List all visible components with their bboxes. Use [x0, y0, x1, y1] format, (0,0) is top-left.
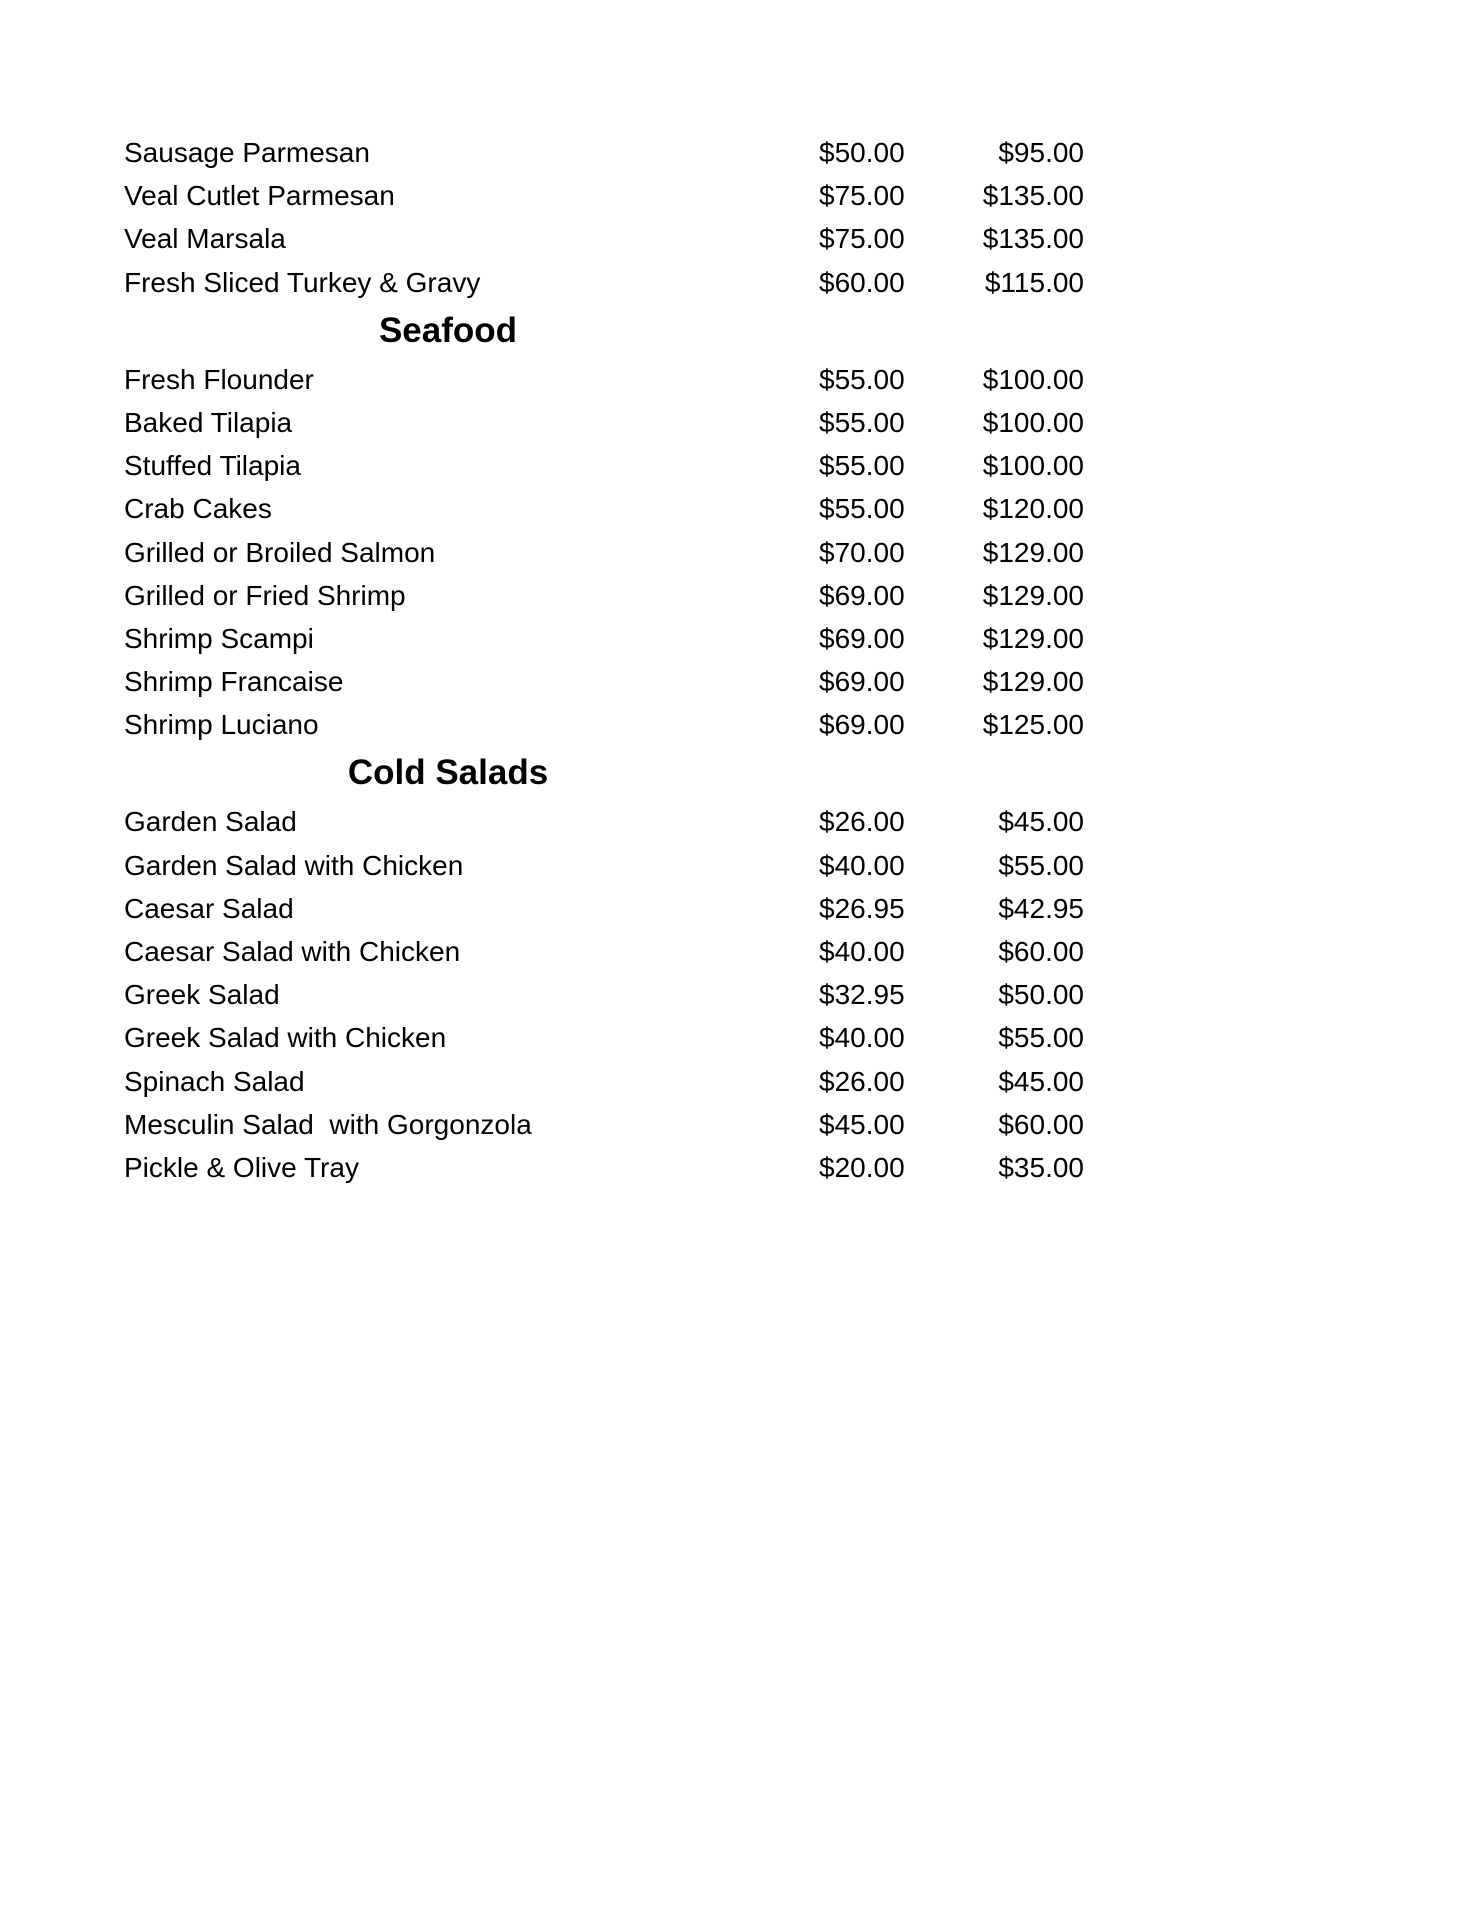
- menu-item-price-full: $60.00: [998, 1108, 1084, 1140]
- menu-item-price-full: $135.00: [982, 223, 1084, 255]
- menu-item-price-half: $55.00: [819, 363, 905, 395]
- menu-item-price-full: $120.00: [982, 493, 1084, 525]
- menu-item-row: [124, 574, 1084, 617]
- menu-item-price-full: $45.00: [998, 1065, 1084, 1097]
- menu-item-price-full: $60.00: [998, 936, 1084, 967]
- menu-item-name: Mesculin Salad with Gorgonzola: [124, 1108, 532, 1140]
- menu-item-row: [124, 444, 1084, 487]
- menu-item-price-half: $55.00: [819, 450, 905, 482]
- menu-item-name: Shrimp Francaise: [124, 666, 344, 698]
- menu-item-price-full: $50.00: [998, 979, 1084, 1011]
- section-heading: [124, 746, 1084, 800]
- menu-item-price-half: $26.00: [819, 806, 905, 838]
- menu-item-name: Baked Tilapia: [124, 406, 293, 438]
- menu-item-price-full: $55.00: [998, 1022, 1084, 1054]
- menu-item-row: [124, 131, 1084, 174]
- menu-item-row: [124, 887, 1084, 930]
- menu-item-row: [124, 1016, 1084, 1059]
- menu-item-name: Stuffed Tilapia: [124, 450, 301, 482]
- menu-item-price-full: $95.00: [998, 137, 1084, 168]
- menu-item-price-half: $45.00: [819, 1108, 905, 1140]
- menu-item-price-half: $69.00: [819, 622, 905, 654]
- menu-item-price-full: $129.00: [982, 666, 1084, 698]
- menu-item-row: [124, 174, 1084, 217]
- menu-item-price-half: $50.00: [819, 137, 905, 168]
- menu-item-row: [124, 531, 1084, 574]
- menu-item-price-full: $129.00: [982, 622, 1084, 654]
- menu-item-name: Greek Salad: [124, 979, 280, 1011]
- menu-item-price-full: $115.00: [984, 266, 1084, 298]
- section-heading-text: Seafood: [378, 310, 518, 350]
- menu-item-name: Veal Cutlet Parmesan: [124, 180, 395, 212]
- menu-item-price-half: $40.00: [819, 849, 905, 881]
- menu-item-row: [124, 800, 1084, 843]
- menu-item-price-half: $26.00: [819, 1065, 905, 1097]
- menu-item-row: [124, 1146, 1084, 1189]
- menu-item-name: Fresh Flounder: [124, 363, 314, 395]
- menu-item-row: [124, 1103, 1084, 1146]
- menu-item-name: Grilled or Fried Shrimp: [124, 579, 406, 611]
- menu-item-name: Caesar Salad: [124, 892, 294, 924]
- menu-item-price-half: $60.00: [819, 266, 905, 298]
- menu-item-price-half: $32.95: [819, 979, 905, 1011]
- menu-item-price-full: $35.00: [998, 1151, 1084, 1183]
- menu-item-price-full: $100.00: [982, 363, 1084, 395]
- menu-item-price-half: $69.00: [819, 666, 905, 698]
- menu-item-name: Caesar Salad with Chicken: [124, 936, 461, 967]
- menu-item-price-half: $40.00: [819, 936, 905, 967]
- menu-item-price-half: $70.00: [819, 536, 905, 568]
- menu-item-row: [124, 703, 1084, 746]
- menu-item-name: Sausage Parmesan: [124, 137, 370, 168]
- menu-item-name: Crab Cakes: [124, 493, 272, 525]
- menu-item-price-half: $75.00: [819, 223, 905, 255]
- menu-item-price-half: $69.00: [819, 579, 905, 611]
- menu-item-row: [124, 973, 1084, 1016]
- menu-item-name: Garden Salad with Chicken: [124, 849, 464, 881]
- menu-item-name: Shrimp Luciano: [124, 709, 319, 741]
- menu-item-price-half: $69.00: [819, 709, 905, 741]
- menu-item-row: [124, 401, 1084, 444]
- menu-item-price-half: $40.00: [819, 1022, 905, 1054]
- menu-item-name: Fresh Sliced Turkey & Gravy: [124, 266, 481, 298]
- menu-item-price-half: $20.00: [819, 1151, 905, 1183]
- menu-item-row: [124, 930, 1084, 973]
- menu-item-price-half: $75.00: [819, 180, 905, 212]
- menu-item-price-half: $26.95: [819, 892, 905, 924]
- menu-item-price-half: $55.00: [819, 493, 905, 525]
- menu-item-price-full: $125.00: [982, 709, 1084, 741]
- menu-item-price-full: $55.00: [998, 849, 1084, 881]
- menu-item-row: [124, 1060, 1084, 1103]
- menu-item-row: [124, 844, 1084, 887]
- section-heading: [124, 304, 1084, 358]
- menu-item-name: Greek Salad with Chicken: [124, 1022, 447, 1054]
- menu-item-name: Veal Marsala: [124, 223, 286, 255]
- menu-item-price-full: $100.00: [982, 450, 1084, 482]
- menu-item-name: Grilled or Broiled Salmon: [124, 536, 436, 568]
- menu-item-price-full: $129.00: [982, 536, 1084, 568]
- menu-item-price-full: $129.00: [982, 579, 1084, 611]
- menu-item-name: Garden Salad: [124, 806, 297, 838]
- menu-item-price-full: $100.00: [982, 406, 1084, 438]
- menu-item-row: [124, 358, 1084, 401]
- menu-item-price-half: $55.00: [819, 406, 905, 438]
- menu-item-price-full: $135.00: [982, 180, 1084, 212]
- menu-list: [124, 131, 1084, 1189]
- menu-item-row: [124, 261, 1084, 304]
- menu-item-name: Shrimp Scampi: [124, 622, 314, 654]
- menu-item-row: [124, 660, 1084, 703]
- menu-item-name: Spinach Salad: [124, 1065, 305, 1097]
- section-heading-text: Cold Salads: [347, 753, 549, 793]
- menu-item-row: [124, 487, 1084, 530]
- menu-item-price-full: $45.00: [998, 806, 1084, 838]
- menu-item-row: [124, 617, 1084, 660]
- menu-item-row: [124, 217, 1084, 260]
- menu-item-name: Pickle & Olive Tray: [124, 1151, 359, 1183]
- menu-item-price-full: $42.95: [998, 892, 1084, 924]
